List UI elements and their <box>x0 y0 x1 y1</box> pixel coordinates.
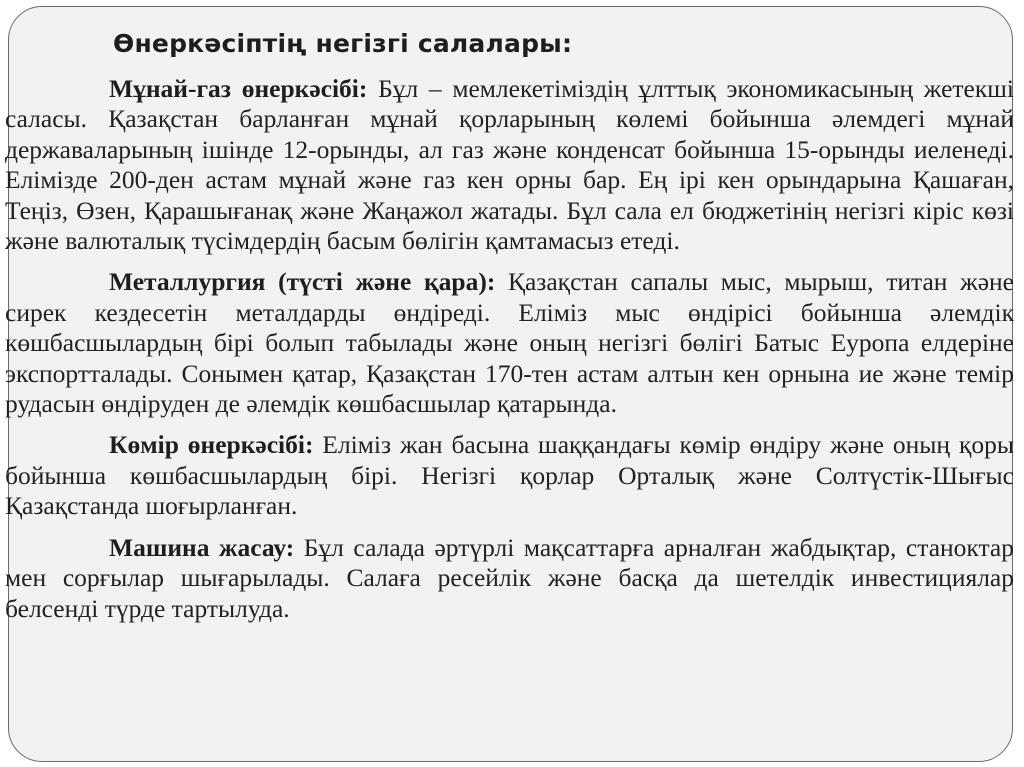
paragraph-text: Қазақстан сапалы мыс, мырыш, титан және сирек кездесетін металдарды өндіреді. Еліміз мыс өндірісі бойынша әлемдік көшбасшылардың бірі болып табылады және оның негізгі бөлігі Батыс Еуропа елдеріне экспортталады. Сонымен қатар, Қазақстан 170-тен астам алтын кен орнына ие және темір рудасын өндіруден де әлемдік көшбасшылар қатарында. <box>5 267 1014 419</box>
paragraph-oil-gas <box>5 74 1014 256</box>
paragraph-heading: Металлургия (түсті және қара): <box>109 267 496 297</box>
paragraph-metallurgy <box>5 267 1014 419</box>
paragraph-text: Бұл салада әртүрлі мақсаттарға арналған жабдықтар, станоктар мен сорғылар шығарылады. Салаға ресейлік және басқа да шетелдік инвестициялар белсенді түрде тартылуда. <box>5 532 1014 623</box>
paragraph-text: Бұл – мемлекетіміздің ұлттық экономикасының жетекші саласы. Қазақстан барланған мұнай қорларының көлемі бойынша әлемдегі мұнай державаларының ішінде 12-орынды, ал газ және конденсат бойынша 15-орынды иеленеді. Елімізде 200-ден астам мұнай және газ кен орны бар. Ең ірі кен орындарына Қашаған, Теңіз, Өзен, Қарашығанақ және Жаңажол жатады. Бұл сала ел бюджетінің негізгі кіріс көзі және валюталық түсімдердің басым бөлігін қамтамасыз етеді. <box>5 74 1014 256</box>
slide-title: Өнеркәсіптің негізгі салалары: <box>113 29 573 58</box>
paragraph-heading: Мұнай-газ өнеркәсібі: <box>109 74 368 103</box>
slide-body <box>5 74 1014 635</box>
paragraph-coal <box>5 430 1014 521</box>
paragraph-machine-building <box>5 533 1014 624</box>
paragraph-heading: Машина жасау: <box>109 532 295 562</box>
paragraph-heading: Көмір өнеркәсібі: <box>109 430 314 460</box>
paragraph-text: Еліміз жан басына шаққандағы көмір өндіру және оның қоры бойынша көшбасшылардың бірі. Негізгі қорлар Орталық және Солтүстік-Шығыс Қазақстанда шоғырланған. <box>5 430 1014 521</box>
